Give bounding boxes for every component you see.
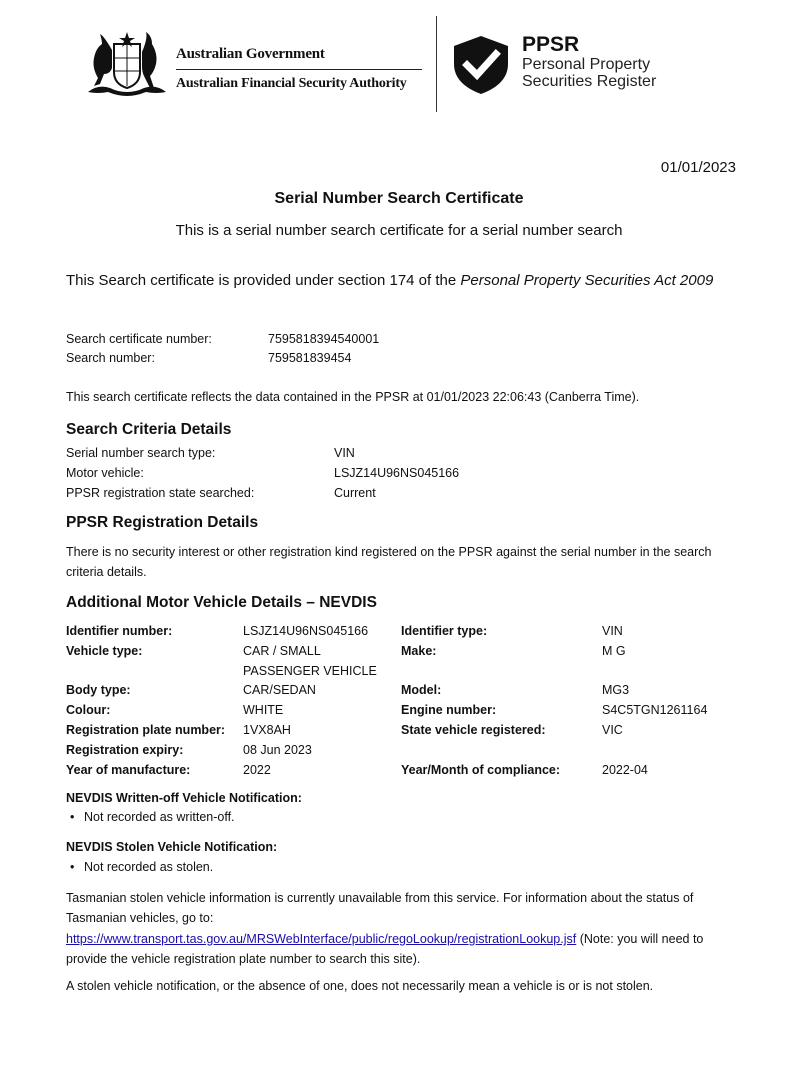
table-row [66, 621, 746, 641]
model-label: Model: [401, 683, 442, 697]
search-number-value: 759581839454 [268, 351, 352, 365]
registration-plate-label: Registration plate number: [66, 723, 226, 737]
header-divider [436, 16, 437, 112]
identifier-type-label: Identifier type: [401, 624, 488, 638]
colour-value: WHITE [243, 703, 284, 717]
provided-under-text [66, 271, 746, 291]
tasmania-rego-lookup-link[interactable]: https://www.transport.tas.gov.au/MRSWebInterface/public/regoLookup/registrationLookup.jsf [66, 932, 577, 946]
ppsr-title: PPSR [522, 33, 580, 56]
registration-expiry-value: 08 Jun 2023 [243, 743, 312, 757]
gov-rule [176, 69, 422, 70]
act-name: Personal Property Securities Act 2009 [460, 272, 714, 289]
coat-of-arms-icon [84, 30, 170, 100]
table-row [66, 680, 746, 700]
identifier-number-value: LSJZ14U96NS045166 [243, 624, 369, 638]
identifier-number-label: Identifier number: [66, 624, 173, 638]
provided-prefix: This Search certificate is provided under section 174 of the [66, 272, 461, 289]
search-certificate-number-value: 7595818394540001 [268, 332, 380, 346]
vehicle-type-value: CAR / SMALL PASSENGER VEHICLE [243, 644, 377, 678]
registration-plate-value: 1VX8AH [243, 723, 291, 737]
disclaimer-text: A stolen vehicle notification, or the absence of one, does not necessarily mean a vehicle is or is not stolen. [66, 979, 654, 993]
year-of-manufacture-value: 2022 [243, 763, 271, 777]
search-type-value: VIN [334, 446, 355, 460]
nevdis-heading: Additional Motor Vehicle Details – NEVDIS [66, 594, 377, 611]
tasmania-link-paragraph [66, 929, 734, 969]
table-row [66, 760, 746, 780]
table-row [66, 720, 746, 740]
ppsr-subtitle-line2: Securities Register [522, 73, 657, 90]
agency-name: Australian Financial Security Authority [176, 76, 407, 91]
search-number-label: Search number: [66, 351, 155, 365]
identifier-type-value: VIN [602, 624, 623, 638]
page-subtitle: This is a serial number search certificate for a serial number search [175, 222, 623, 239]
engine-number-label: Engine number: [401, 703, 497, 717]
tasmania-note: (Note: you will need to provide the vehicle registration plate number to search this site). [66, 932, 704, 966]
search-certificate-number-label: Search certificate number: [66, 332, 212, 346]
model-value: MG3 [602, 683, 630, 697]
ppsr-logo-text [522, 34, 656, 90]
state-searched-value: Current [334, 486, 376, 500]
table-row [66, 641, 746, 680]
motor-vehicle-value: LSJZ14U96NS045166 [334, 466, 460, 480]
ppsr-shield-check-icon [450, 34, 512, 96]
state-searched-label: PPSR registration state searched: [66, 486, 255, 500]
make-value: M G [602, 644, 626, 658]
table-row [66, 700, 746, 720]
stolen-heading: NEVDIS Stolen Vehicle Notification: [66, 840, 278, 854]
registration-text: There is no security interest or other registration kind registered on the PPSR against the serial number in the search criteria details. [66, 545, 712, 579]
body-type-value: CAR/SEDAN [243, 683, 316, 697]
compliance-label: Year/Month of compliance: [401, 763, 561, 777]
year-of-manufacture-label: Year of manufacture: [66, 763, 191, 777]
written-off-item: • Not recorded as written-off. [84, 810, 235, 824]
compliance-value: 2022-04 [602, 763, 648, 777]
state-registered-value: VIC [602, 723, 623, 737]
search-type-label: Serial number search type: [66, 446, 216, 460]
engine-number-value: S4C5TGN1261164 [602, 703, 708, 717]
motor-vehicle-label: Motor vehicle: [66, 466, 144, 480]
body-type-label: Body type: [66, 683, 131, 697]
table-row [66, 740, 746, 760]
stolen-item: • Not recorded as stolen. [84, 860, 213, 874]
government-logo-text [176, 46, 422, 92]
make-label: Make: [401, 644, 437, 658]
written-off-heading: NEVDIS Written-off Vehicle Notification: [66, 791, 302, 805]
registration-expiry-label: Registration expiry: [66, 743, 184, 757]
certificate-date: 01/01/2023 [660, 159, 736, 176]
gov-name: Australian Government [176, 46, 325, 62]
reflects-text: This search certificate reflects the data contained in the PPSR at 01/01/2023 22:06:43 (Canberra Time). [66, 390, 640, 404]
page-title: Serial Number Search Certificate [274, 190, 524, 207]
page-header [0, 0, 798, 130]
vehicle-details-table [66, 621, 746, 780]
search-criteria-heading: Search Criteria Details [66, 421, 232, 438]
tasmania-text: Tasmanian stolen vehicle information is currently unavailable from this service. For information about the status of Tasmanian vehicles, go to: [66, 891, 694, 925]
ppsr-subtitle-line1: Personal Property [522, 56, 651, 73]
vehicle-type-label: Vehicle type: [66, 644, 143, 658]
state-registered-label: State vehicle registered: [401, 723, 546, 737]
colour-label: Colour: [66, 703, 111, 717]
registration-heading: PPSR Registration Details [66, 514, 259, 531]
